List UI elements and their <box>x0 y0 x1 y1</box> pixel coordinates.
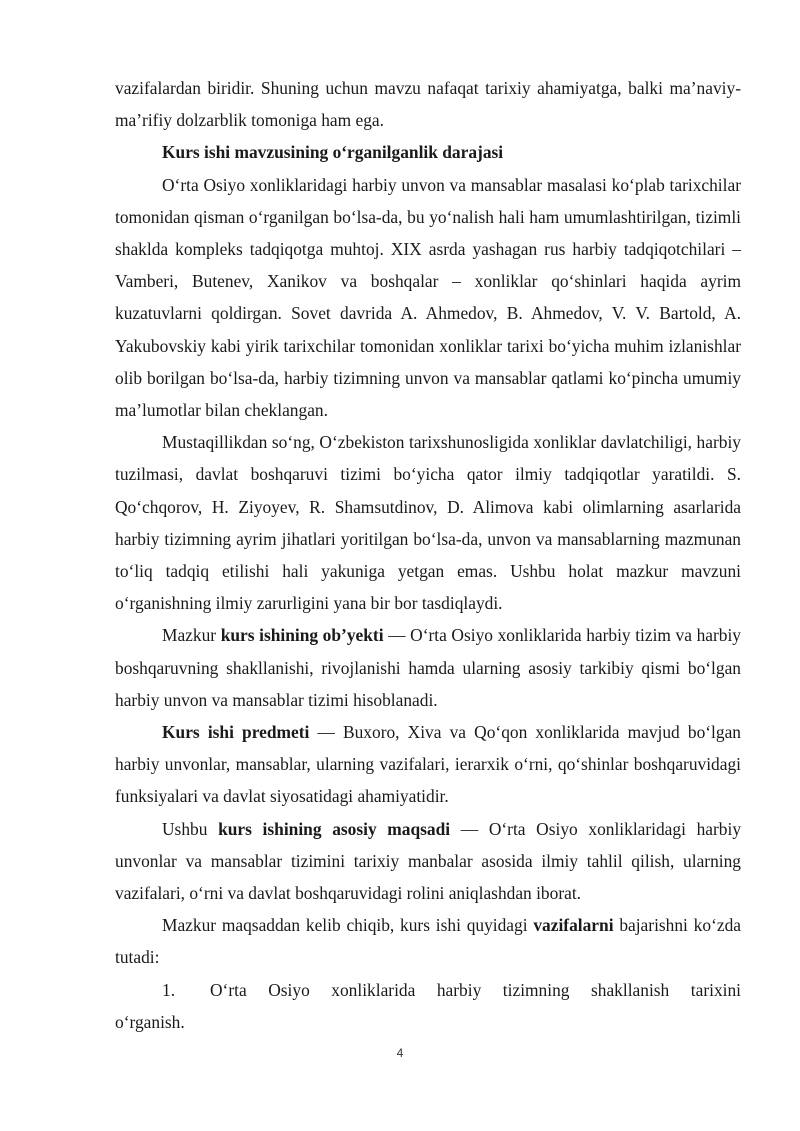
paragraph-subject-post: — Buxoro, Xiva va Qo‘qon xonliklarida mavjud bo‘lgan harbiy unvonlar, mansablar, ularning vazifalari, ierarxik o‘rni, qo‘shinlar boshqaruvidagi funksiyalari va davlat siyosatidagi ahamiyatidir. <box>115 722 741 807</box>
page-number: 4 <box>396 1046 404 1060</box>
paragraph-tasks-post: bajarishni ko‘zda tutadi: <box>115 915 741 968</box>
page-body <box>115 72 741 1038</box>
paragraph-goal <box>115 813 741 910</box>
paragraph-goal-pre: Ushbu <box>162 818 219 839</box>
paragraph-goal-post: — O‘rta Osiyo xonliklaridagi harbiy unvonlar va mansablar tizimini tarixiy manbalar asosida ilmiy tahlil qilish, ularning vazifalari, o‘rni va davlat boshqaruvidagi rolini aniqlashdan iborat. <box>115 818 742 904</box>
paragraph-object-bold: kurs ishining ob’yekti <box>220 625 384 646</box>
paragraph-tasks-bold: vazifalarni <box>533 915 614 936</box>
paragraph-object-pre: Mazkur <box>162 625 221 646</box>
paragraph-subject <box>115 716 741 813</box>
paragraph-goal-bold: kurs ishining asosiy maqsadi <box>218 818 451 839</box>
list-item-continuation: o‘rganish. <box>115 1011 185 1032</box>
list-item <box>115 974 741 1006</box>
paragraph-tasks-pre: Mazkur maqsaddan kelib chiqib, kurs ishi quyidagi <box>162 915 534 936</box>
paragraph-tasks-intro <box>115 909 741 973</box>
paragraph-study-level: O‘rta Osiyo xonliklaridagi harbiy unvon va mansablar masalasi ko‘plab tarixchilar tomonidan qisman o‘rganilgan bo‘lsa-da, bu yo‘nalish hali ham umumlashtirilgan, tizimli shaklda kompleks tadqiqotga muhtoj. XIX asrda yashagan rus harbiy tadqiqotchilari – Vamberi, Butenev, Xanikov va boshqalar – xonliklar qo‘shinlari haqida ayrim kuzatuvlarni qoldirgan. Sovet davrida A. Ahmedov, B. Ahmedov, V. V. Bartold, A. Yakubovskiy kabi yirik tarixchilar tomonidan xonliklar tarixi bo‘yicha muhim izlanishlar olib borilgan bo‘lsa-da, harbiy tizimning unvon va mansablar qatlami ko‘pincha umumiy ma’lumotlar bilan cheklangan. <box>115 174 741 421</box>
list-item-text: O‘rta Osiyo xonliklarida harbiy tizimning shakllanish tarixini <box>210 979 741 1000</box>
paragraph-object <box>115 619 741 716</box>
paragraph-subject-bold: Kurs ishi predmeti <box>162 722 310 743</box>
paragraph-continuation: vazifalardan biridir. Shuning uchun mavzu nafaqat tarixiy ahamiyatga, balki ma’naviy-ma’rifiy dolzarblik tomoniga ham ega. <box>115 78 741 131</box>
section-heading: Kurs ishi mavzusining o‘rganilganlik darajasi <box>162 142 504 163</box>
paragraph-independence-research: Mustaqillikdan so‘ng, O‘zbekiston tarixshunosligida xonliklar davlatchiligi, harbiy tuzilmasi, davlat boshqaruvi tizimi bo‘yicha qator ilmiy tadqiqotlar yaratildi. S. Qo‘chqorov, H. Ziyoyev, R. Shamsutdinov, D. Alimova kabi olimlarning asarlarida harbiy tizimning ayrim jihatlari yoritilgan bo‘lsa-da, unvon va mansablarning mazmunan to‘liq tadqiq etilishi hali yakuniga yetgan emas. Ushbu holat mazkur mavzuni o‘rganishning ilmiy zarurligini yana bir bor tasdiqlaydi. <box>115 432 741 614</box>
list-item-number: 1. <box>162 979 176 1000</box>
paragraph-object-post: — O‘rta Osiyo xonliklarida harbiy tizim va harbiy boshqaruvning shakllanishi, rivojlanishi hamda ularning asosiy tarkibiy qismi bo‘lgan harbiy unvon va mansablar tizimi hisoblanadi. <box>115 625 741 710</box>
